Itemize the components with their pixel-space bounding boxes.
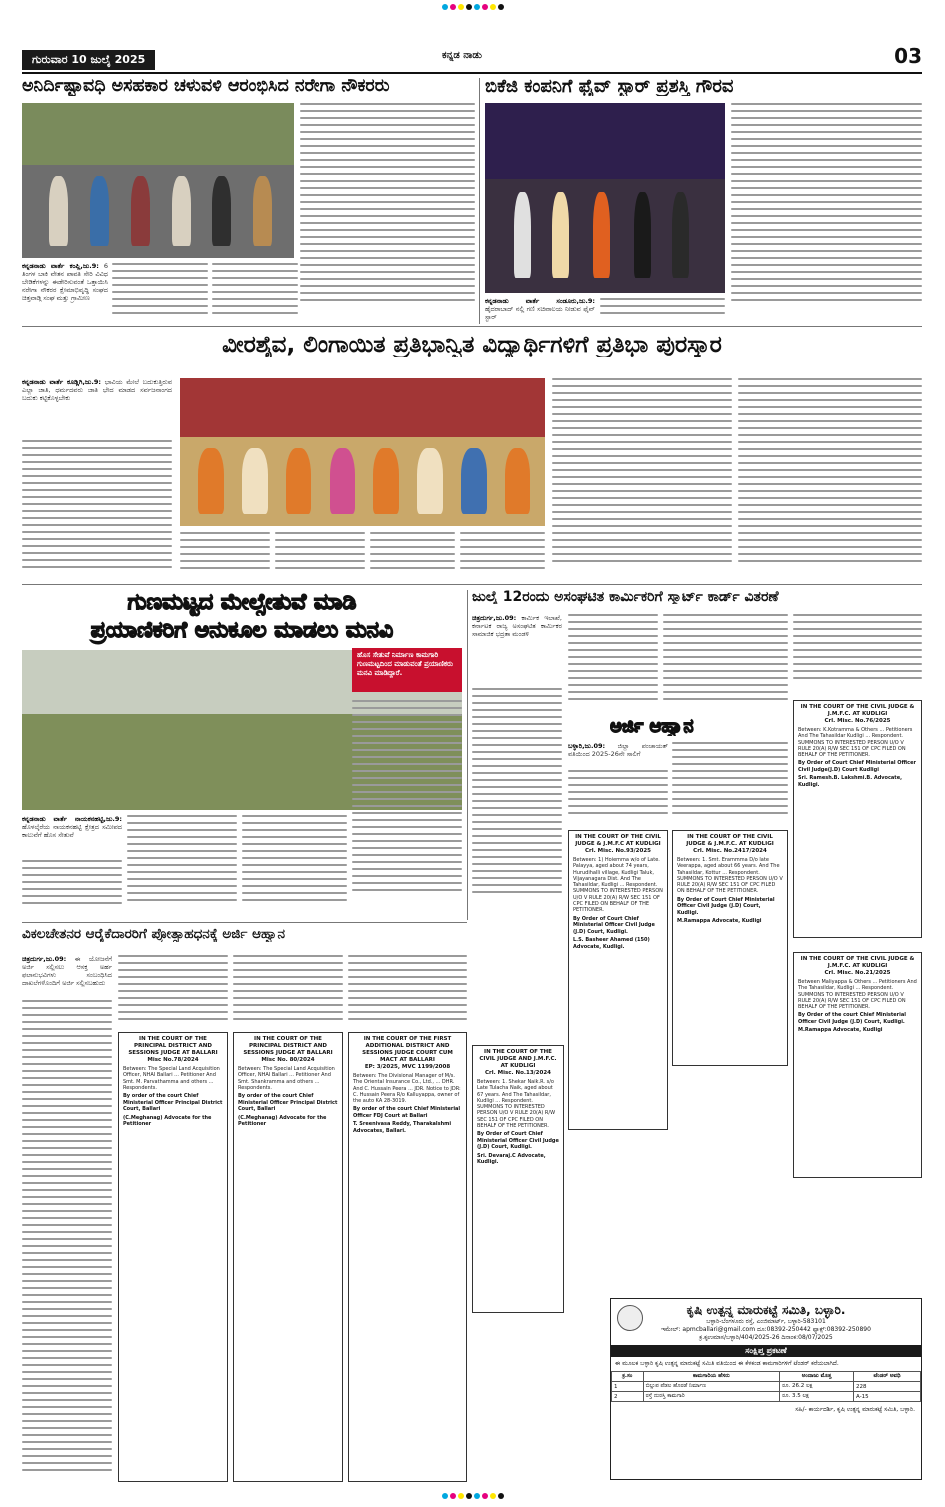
story2-headline: ಬಿಕೆಜಿ ಕಂಪನಿಗೆ ಫೈವ್ ಸ್ಟಾರ್ ಪ್ರಶಸ್ತಿ ಗೌರವ — [485, 78, 734, 96]
notice-footer: By Order of Court Chief Ministerial Officer Civil Judge (J.D) Court, Kudligi. — [573, 915, 655, 935]
notice-court: IN THE COURT OF THE CIVIL JUDGE & J.M.F.C. AT KUDLIGI — [800, 704, 915, 717]
notice-advocate: M.Ramappa Advocate, Kudligi — [798, 1027, 883, 1034]
notice-footer: By Order of the court Chief Ministerial Officer Civil Judge (J.D) Court, Kudligi. — [798, 1012, 906, 1025]
notice-body: Between: 1) Hoiemma w/o of Late. Palayya, aged about 74 years, Hurudihalli village, Kudligi Taluk, Vijayanagara Dist. And The Tahasildar, Kudligi ... Respondent. SUMMONS TO INTERESTED PERSON U/O V RULE 20(A) R/W SEC 151 OF CPC FILED ON BEHALF OF THE PETITIONER. — [573, 857, 663, 914]
story1-body-start: 6 ತಿಂಗಳ ಬಾಕಿ ವೇತನ ಪಾವತಿ ಸೇರಿ ವಿವಿಧ ಬೇಡಿಕೆಗಳನ್ನು ಈಡೇರಿಸುವಂತೆ ಒತ್ತಾಯಿಸಿ ನರೇಗಾ ನೌಕರರ ಕ್ಷೇಮಾಭಿವೃದ್ಧಿ ಸಂಘದ ಚಿತ್ತವಾಡ್ಗಿ ಸಂಘ ಮತ್ತು ಗ್ರಾಮೀಣ — [22, 262, 108, 302]
story3-column-3 — [275, 532, 365, 580]
story4-headline-line1: ಗುಣಮಟ್ಟದ ಮೇಲ್ಸೇತುವೆ ಮಾಡಿ — [127, 590, 357, 615]
apmc-title: ಕೃಷಿ ಉತ್ಪನ್ನ ಮಾರುಕಟ್ಟೆ ಸಮಿತಿ, ಬಳ್ಳಾರಿ. — [686, 1303, 846, 1317]
notice-footer: By order of the court Chief Ministerial Officer FDJ Court at Ballari — [353, 1106, 461, 1119]
story1-photo — [22, 103, 294, 258]
notice-court: IN THE COURT OF THE CIVIL JUDGE & J.M.F.C AT KUDLIGI — [575, 834, 661, 847]
story1-dateline: ಕನ್ನಡನಾಡು ವಾರ್ತೆ ಕಂಪ್ಲಿ,ಜು.9: — [22, 262, 99, 270]
notice-footer: By Order of Court Chief Ministerial Officer Civil Judge (J.D) Court, Kudligi. — [477, 1131, 559, 1151]
paper-name: ಕನ್ನಡ ನಾಡು — [442, 50, 482, 61]
story2-dateline: ಕನ್ನಡನಾಡು ವಾರ್ತೆ ಸಂಡೂರು,ಜು.9: — [485, 297, 595, 305]
notice-court: IN THE COURT OF THE FIRST ADDITIONAL DISTRICT AND SESSIONS JUDGE COURT CUM MACT AT BALLARI — [362, 1036, 453, 1063]
story5-headline: ಜುಲೈ 12ರಂದು ಅಸಂಘಟಿತ ಕಾರ್ಮಿಕರಿಗೆ ಸ್ಮಾರ್ಟ್ ಕಾರ್ಡ್ ವಿತರಣೆ — [472, 590, 779, 604]
story2-body-start: ಹೈದರಾಬಾದ್ ನಲ್ಲಿ ಗಣಿ ಸಚಿವಾಲಯ ನೀಡುವ ಫೈವ್ ಸ್ಟಾರ್ — [485, 305, 595, 321]
divider — [22, 584, 922, 585]
story3-body-start: ಭಾವಿಯ ಮೇಲೆ ಬದುಕುತ್ತಿರುವ ಎಲ್ಲಾ ಜಾತಿ, ಧರ್ಮದವರು ಜಾತಿ ಭೇದ ಮಾಡದ ಸರ್ವಜನಾಂಗದ ಬದುಕು ಕಟ್ಟಿಕೊಳ್ಳಬೇಕು — [22, 378, 172, 402]
notice-body: Between: 1. Shekar Naik.R. s/o Late Tulacha Naik, aged about 67 years. And The Tahasildar, Kudligi ... Respondent. SUMMONS TO INTERESTED PERSON U/O V RULE 20(A) R/W SEC 151 OF CPC FILED ON BEHALF OF THE PETITIONER. — [477, 1079, 556, 1130]
divider — [22, 922, 467, 923]
legal-notice-3 — [793, 952, 922, 1178]
legal-notice-1 — [793, 700, 922, 938]
story4-headline-line2: ಪ್ರಯಾಣಿಕರಿಗೆ ಅನುಕೂಲ ಮಾಡಲು ಮನವಿ — [90, 618, 394, 643]
story2-column-2 — [600, 298, 725, 323]
divider — [479, 78, 480, 324]
story7-dateline: ಬಳ್ಳಾರಿ,ಜು.09: — [568, 742, 606, 750]
notice-misc-number: Crl. Misc. No.76/2025 — [824, 718, 891, 724]
notice-court: IN THE COURT OF THE CIVIL JUDGE AND J.M.F.C. AT KUDLIGI — [479, 1049, 557, 1069]
apmc-notice — [610, 1298, 922, 1480]
notice-footer: By order of the court Chief Ministerial Officer Principal District Court, Ballari — [238, 1093, 338, 1113]
notice-advocate: M.Ramappa Advocate, Kudligi — [677, 918, 762, 925]
registration-marks-top — [0, 4, 945, 14]
notice-court: IN THE COURT OF THE CIVIL JUDGE & J.M.F.C. AT KUDLIGI — [800, 956, 915, 969]
story3-headline: ವೀರಶೈವ, ಲಿಂಗಾಯಿತ ಪ್ರತಿಭಾನ್ವಿತ ವಿದ್ಯಾರ್ಥಿಗಳಿಗೆ ಪ್ರತಿಭಾ ಪುರಸ್ಕಾರ — [222, 334, 722, 357]
table-cell: ರಸ್ತೆ ದುರಸ್ತಿ ಕಾಮಗಾರಿ — [643, 1392, 779, 1402]
story3-column-1-rest — [22, 440, 172, 580]
story1-column-2 — [112, 263, 208, 321]
notice-footer: By Order of Court Chief Ministerial Officer Civil Judge (J.D) Court, Kudligi. — [677, 896, 775, 916]
notice-advocate: (C.Meghanag) Advocate for the Petitioner — [238, 1114, 327, 1128]
notice-advocate: Sri. Devaraj.C Advocate, Kudligi. — [477, 1152, 546, 1166]
notice-advocate: Sri. Ramesh.B. Lakshmi.B. Advocate, Kudligi. — [798, 775, 902, 788]
story5-dateline: ಚಿತ್ರದುರ್ಗ,ಜು.09: — [472, 614, 517, 622]
story6-column-2 — [118, 955, 228, 1027]
story5-column-5 — [793, 614, 922, 694]
apmc-col-header: ಅಂದಾಜು ಮೊತ್ತ — [780, 1372, 854, 1382]
divider — [22, 326, 922, 327]
story1-column-4 — [300, 103, 475, 321]
apmc-address: ಬಳ್ಳಾರಿ-ಬೆಂಗಳೂರು ರಸ್ತೆ, ಎಂಜಿಮಾರ್ಟ್, ಬಳ್ಳಾರಿ-583101 — [706, 1318, 826, 1325]
story3-dateline: ಕನ್ನಡನಾಡು ವಾರ್ತೆ ಕೂಡ್ಲಿಗಿ,ಜು.9: — [22, 378, 101, 386]
notice-footer: By Order of Court Chief Ministerial Officer Civil Judge(J.D) Court Kudligi — [798, 760, 916, 773]
apmc-reference: ಕ್ರ.ಕೃಉಮಾಸ/ಬಳ್ಳಾರಿ/404/2025-26 ದಿನಾಂಕ:08/07/2025 — [699, 1334, 833, 1341]
story3-column-7 — [738, 378, 922, 578]
table-cell: ರೂ. 3.5 ಲಕ್ಷ — [780, 1392, 854, 1402]
story6-dateline: ಚಿತ್ರದುರ್ಗ,ಜು.09: — [22, 955, 67, 963]
page-number: 03 — [894, 44, 922, 68]
notice-advocate: L.S. Basheer Ahamed (150) Advocate, Kudligi. — [573, 937, 650, 950]
apmc-col-header: ಕ್ರ.ಸಂ — [612, 1372, 644, 1382]
story1-column-3 — [212, 263, 298, 321]
story4-highlight-box: ಹೊಸ ಸೇತುವೆ ನಿರ್ಮಾಣ ಕಾಮಗಾರಿ ಗುಣಮಟ್ಟದಿಂದ ಮಾಡುವಂತೆ ಪ್ರಯಾಣಿಕರು ಮನವಿ ಮಾಡಿದ್ದಾರೆ. — [352, 648, 462, 692]
apmc-signature: ಸಹಿ/- ಕಾರ್ಯದರ್ಶಿ, ಕೃಷಿ ಉತ್ಪನ್ನ ಮಾರುಕಟ್ಟೆ ಸಮಿತಿ, ಬಳ್ಳಾರಿ. — [795, 1406, 915, 1413]
notice-misc-number: Misc No. 80/2024 — [261, 1057, 315, 1063]
notice-footer: By order of the court Chief Ministerial Officer Principal District Court, Ballari — [123, 1093, 223, 1113]
notice-body: Between: The Special Land Acquisition Officer, NHAI Ballari ... Petitioner And Smt. M. Parvathamma and others ... Respondents. — [123, 1066, 220, 1091]
story6-column-1-rest — [22, 1000, 112, 1485]
legal-notice-6 — [118, 1032, 228, 1482]
story6-column-3 — [233, 955, 343, 1027]
notice-misc-number: Crl. Misc. No.13/2024 — [485, 1070, 551, 1076]
story3-column-2 — [180, 532, 270, 580]
story7-headline: ಅರ್ಜಿ ಆಹ್ವಾನ — [610, 718, 694, 736]
notice-misc-number: EP: 3/2025, MVC 1199/2008 — [364, 1064, 451, 1070]
notice-advocate: (C.Meghanag) Advocate for the Petitioner — [123, 1114, 212, 1128]
apmc-col-header: ಕಾಮಗಾರಿಯ ಹೆಸರು — [643, 1372, 779, 1382]
table-row — [612, 1392, 921, 1402]
table-cell: 228 — [854, 1382, 921, 1392]
story5-column-4 — [663, 614, 788, 714]
legal-notice-5 — [472, 1045, 564, 1313]
story4-column-3 — [242, 815, 347, 915]
notice-misc-number: Misc No.78/2024 — [147, 1057, 199, 1063]
notice-misc-number: Crl. Misc. No.2417/2024 — [693, 848, 767, 854]
apmc-contact: ಇಮೇಲ್: apmcballari@gmail.com ದೂ:08392-250442 ಫ್ಯಾಕ್ಸ್:08392-250890 — [661, 1326, 871, 1333]
legal-notice-7 — [233, 1032, 343, 1482]
notice-body: Between Maliyappa & Others ... Petitioners And The Tahasildar, Kudligi ... Respondent. SUMMONS TO INTERESTED PERSON U/O V RULE 20(A) R/W SEC 151 OF CPC FILED ON BEHALF OF THE PETITIONER. — [798, 979, 917, 1011]
story4-column-1-rest — [22, 860, 122, 915]
story3-photo — [180, 378, 545, 526]
notice-body: Between: The Divisional Manager of M/s. The Oriental Insurance Co., Ltd., ... DHR. And C. Hussain Peera ... JDR. Notice to JDR: C. Hussain Peera R/o Kalluyappa, owner of the auto KA 28-3019. — [353, 1073, 461, 1105]
story2-photo — [485, 103, 725, 293]
apmc-table — [611, 1371, 921, 1402]
story4-body-start: ಹೊಳಲ್ಕೆರೆಯ ನಾಯಕನಹಟ್ಟಿ ಕ್ಷೇತ್ರದ ಸಮೀಪದ ಕಾಲುವೆಗೆ ಹೊಸ ಸೇತುವೆ — [22, 823, 122, 839]
story5-column-2 — [472, 688, 562, 916]
apmc-col-header: ಟೆಂಡರ್ ಅವಧಿ — [854, 1372, 921, 1382]
notice-court: IN THE COURT OF THE PRINCIPAL DISTRICT AND SESSIONS JUDGE AT BALLARI — [243, 1036, 333, 1056]
legal-notice-8 — [348, 1032, 467, 1482]
story1-headline: ಅನಿರ್ದಿಷ್ಟಾವಧಿ ಅಸಹಕಾರ ಚಳುವಳಿ ಆರಂಭಿಸಿದ ನರೇಗಾ ನೌಕರರು — [22, 78, 390, 96]
top-rule — [22, 72, 922, 74]
notice-misc-number: Crl. Misc. No.21/2025 — [824, 970, 891, 976]
table-cell: 2 — [612, 1392, 644, 1402]
table-row — [612, 1382, 921, 1392]
table-cell: A-15 — [854, 1392, 921, 1402]
notice-advocate: T. Sreenivasa Reddy, Tharakalshmi Advocates, Ballari. — [353, 1121, 452, 1134]
story7-body-start: ಜಿಲ್ಲಾ ಪಂಚಾಯತ್ ವತಿಯಿಂದ 2025-26ನೇ ಸಾಲಿಗೆ — [568, 742, 668, 758]
notice-body: Between: K.Kotramma & Others ... Petitioners And The Tahasildar Kudligi ... Respondent. SUMMONS TO INTERESTED PERSON U/O V RULE 20(A) R/W SEC 151 OF CPC FILED ON BEHALF OF THE PETITIONER. — [798, 727, 913, 759]
table-cell: ರೂ. 26.2 ಲಕ್ಷ — [780, 1382, 854, 1392]
masthead — [22, 44, 922, 70]
divider — [467, 590, 468, 920]
story7-column-2 — [672, 742, 788, 827]
story1-body — [22, 262, 108, 322]
apmc-intro: ಈ ಮೂಲಕ ಬಳ್ಳಾರಿ ಕೃಷಿ ಉತ್ಪನ್ನ ಮಾರುಕಟ್ಟೆ ಸಮಿತಿ ವತಿಯಿಂದ ಈ ಕೆಳಕಂಡ ಕಾಮಗಾರಿಗಳಿಗೆ ಟೆಂಡರ್ ಕರೆಯಲಾಗಿದೆ. — [615, 1360, 839, 1367]
story3-column-6 — [552, 378, 732, 578]
legal-notice-2 — [672, 830, 788, 1066]
apmc-notice-band: ಸಂಕ್ಷಿಪ್ತ ಪ್ರಕಟಣೆ — [611, 1345, 921, 1357]
story4-column-2 — [127, 815, 237, 915]
apmc-logo-icon — [617, 1305, 643, 1331]
story3-column-4 — [370, 532, 455, 580]
story2-body — [485, 297, 595, 323]
story6-body-start: ಈ ಯೋಜನೆಗೆ ಅರ್ಜಿ ಸಲ್ಲಿಸಲು ಆಸಕ್ತ ಅರ್ಹ ಫಲಾನುಭವಿಗಳು ಸಂಬಂಧಿಸಿದ ದಾಖಲೆಗಳೊಂದಿಗೆ ಅರ್ಜಿ ಸಲ್ಲಿಸಬಹುದು — [22, 955, 112, 987]
story6-column-4 — [348, 955, 467, 1027]
story2-column-3 — [731, 103, 922, 321]
notice-court: IN THE COURT OF THE PRINCIPAL DISTRICT AND SESSIONS JUDGE AT BALLARI — [128, 1036, 218, 1056]
notice-misc-number: Crl. Misc. No.93/2025 — [585, 848, 651, 854]
story6-headline: ವಿಕಲಚೇತನರ ಆರೈಕೆದಾರರಿಗೆ ಪ್ರೋತ್ಸಾಹಧನಕ್ಕೆ ಅರ್ಜಿ ಆಹ್ವಾನ — [22, 928, 286, 942]
story7-column-1-rest — [568, 770, 668, 825]
story3-column-5 — [460, 532, 545, 580]
story5-column-3 — [568, 614, 658, 714]
story4-dateline: ಕನ್ನಡನಾಡು ವಾರ್ತೆ ನಾಯಕನಹಟ್ಟಿ,ಜು.9: — [22, 815, 122, 823]
notice-court: IN THE COURT OF THE CIVIL JUDGE & J.M.F.C. AT KUDLIGI — [686, 834, 774, 847]
issue-date: ಗುರುವಾರ 10 ಜುಲೈ 2025 — [22, 50, 155, 70]
story5-column-1 — [352, 700, 462, 915]
table-cell: 1 — [612, 1382, 644, 1392]
table-cell: ಬಿಲ್ಲುಪ ಪೆಡಲ ಹೊರಡೆ ನಿರ್ಮಾಣ — [643, 1382, 779, 1392]
story5-body-start: ಕಾರ್ಮಿಕ ಇಲಾಖೆ, ಕರ್ನಾಟಕ ರಾಜ್ಯ ಅಸಂಘಟಿತ ಕಾರ್ಮಿಕರ ಸಾಮಾಜಿಕ ಭದ್ರತಾ ಮಂಡಳಿ — [472, 614, 562, 638]
registration-marks-bottom — [0, 1493, 945, 1503]
notice-body: Between: The Special Land Acquisition Officer, NHAI Ballari ... Petitioner And Smt. Shankramma and others ... Respondents. — [238, 1066, 335, 1091]
legal-notice-4 — [568, 830, 668, 1130]
notice-body: Between: 1. Smt. Erammma D/o late Veerappa, aged about 66 years. And The Tahasildar, Kottur ... Respondent. SUMMONS TO INTERESTED PERSON U/O V RULE 20(A) R/W SEC 151 OF CPC FILED ON BEHALF OF THE PETITIONER. — [677, 857, 783, 895]
story5-body — [472, 614, 562, 684]
